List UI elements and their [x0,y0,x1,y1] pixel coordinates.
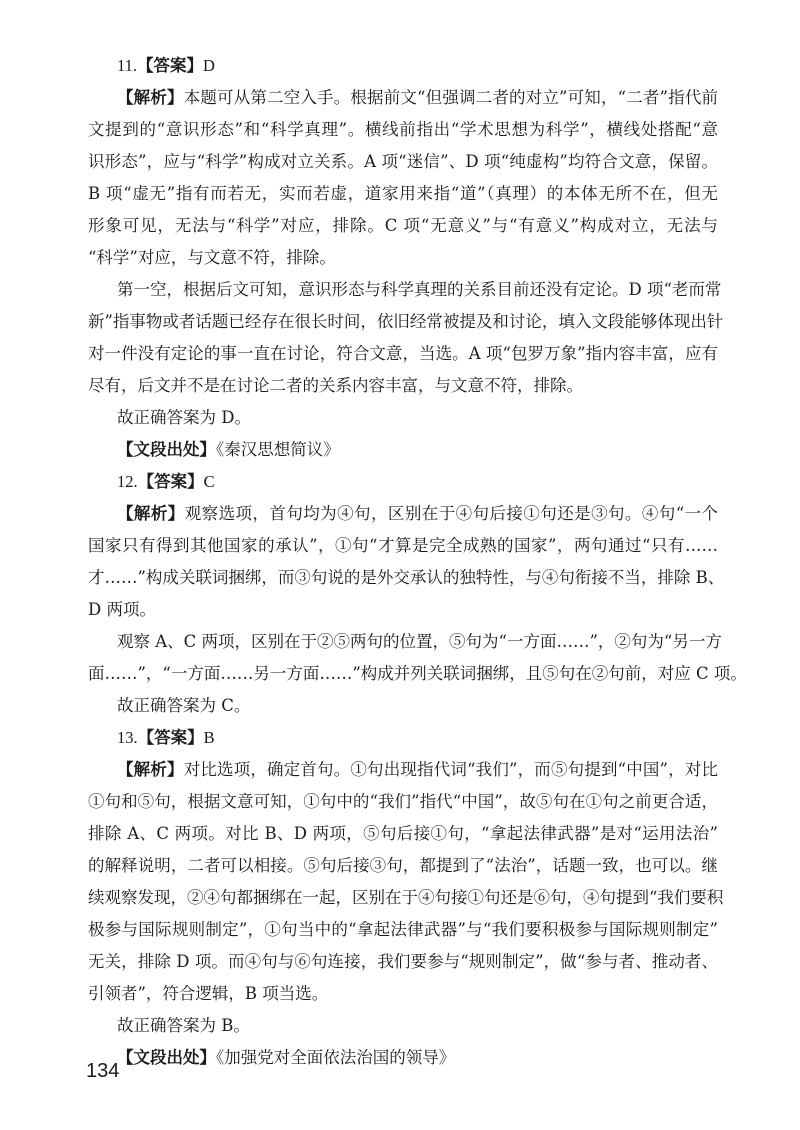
q13-source-label: 【文段出处】 [117,1048,216,1067]
q13-analysis-line [88,754,718,786]
q11-analysis-line: 形象可见，无法与“科学”对应，排除。C 项“无意义”与“有意义”构成对立，无法与 [88,216,718,235]
q13-analysis-line: 引领者”，符合逻辑，B 项当选。 [88,984,329,1003]
q12-answer-line [88,466,718,498]
q13-analysis-line: 的解释说明，二者可以相接。⑤句后接③句，都提到了“法治”，话题一致，也可以。继 [88,856,718,875]
q13-analysis-label: 【解析】 [117,760,184,779]
q11-analysis-line [88,82,718,114]
q12-analysis-line [88,498,718,530]
q13-analysis-line: 续观察发现，②④句都捆绑在一起，区别在于④句接①句还是⑥句，④句提到“我们要积 [88,888,724,907]
q12-analysis-line: D 两项。 [88,600,156,619]
q13-source-line [88,1042,718,1074]
q11-source-line [88,434,718,466]
q11-source-label: 【文段出处】 [117,440,216,459]
q13-answer: B [203,728,215,747]
q11-analysis-text: 本题可从第二空入手。根据前文“但强调二者的对立”可知，“二者”指代前 [183,88,719,107]
q12-analysis-text: 观察选项，首句均为④句，区别在于④句后接①句还是③句。④句“一个 [184,504,719,523]
q13-analysis-text: 对比选项，确定首句。①句出现指代词“我们”，而⑤句提到“中国”，对比 [183,760,719,779]
q13-analysis-line: 排除 A、C 两项。对比 B、D 两项，⑤句后接①句，“拿起法律武器”是对“运用法治” [88,824,718,843]
q12-analysis-line: 才……”构成关联词捆绑，而③句说的是外交承认的独特性，与④句衔接不当，排除 B、 [88,568,725,587]
q11-analysis-line: B 项“虚无”指有而若无，实而若虚，道家用来指“道”（真理）的本体无所不在，但无 [88,184,718,203]
q11-number: 11. [117,56,138,75]
q12-analysis-line: 面……”，“一方面……另一方面……”构成并列关联词捆绑，且⑤句在②句前，对应 C 项。 [88,664,747,683]
q12-number: 12. [117,472,138,491]
q13-analysis-line: 极参与国际规则制定”，①句当中的“拿起法律武器”与“我们要积极参与国际规则制定” [88,920,718,939]
q11-answer-line [88,50,718,82]
q11-analysis-line: 尽有，后文并不是在讨论二者的关系内容丰富，与文意不符，排除。 [88,376,583,395]
q11-analysis-line: 对一件没有定论的事一直在讨论，符合文意，当选。A 项“包罗万象”指内容丰富，应有 [88,344,718,363]
q11-conclusion: 故正确答案为 D。 [117,408,251,427]
page-content [88,50,747,1074]
q12-analysis-line: 观察 A、C 两项，区别在于②⑤两句的位置，⑤句为“一方面……”，②句为“另一方 [117,632,722,651]
q12-analysis-line: 国家只有得到其他国家的承认”，①句“才算是完全成熟的国家”，两句通过“只有…… [88,536,718,555]
q11-source: 《秦汉思想简议》 [216,440,340,459]
q11-analysis-line: 第一空，根据后文可知，意识形态与科学真理的关系目前还没有定论。D 项“老而常 [117,280,722,299]
q12-analysis-label: 【解析】 [117,504,185,523]
q13-answer-line [88,722,718,754]
q13-analysis-line: ①句和⑤句，根据文意可知，①句中的“我们”指代“中国”，故⑤句在①句之前更合适， [88,792,718,811]
q12-conclusion: 故正确答案为 C。 [117,696,251,715]
q11-analysis-line: 识形态”，应与“科学”构成对立关系。A 项“迷信”、D 项“纯虚构”均符合文意，保留。 [88,152,718,171]
q13-analysis-line: 无关，排除 D 项。而④句与⑥句连接，我们要参与“规则制定”，做“参与者、推动者、 [88,952,718,971]
q13-answer-label: 【答案】 [137,728,204,747]
q11-analysis-line: “科学”对应，与文意不符，排除。 [88,248,336,267]
q13-source: 《加强党对全面依法治国的领导》 [216,1048,456,1067]
page-number: 134 [86,1060,120,1082]
q11-analysis-label: 【解析】 [117,88,184,107]
q11-analysis-line: 文提到的“意识形态”和“科学真理”。横线前指出“学术思想为科学”，横线处搭配“意 [88,120,718,139]
q11-answer-label: 【答案】 [137,56,204,75]
q11-answer: D [203,56,215,75]
q12-answer-label: 【答案】 [137,472,204,491]
q11-analysis-line: 新”指事物或者话题已经存在很长时间，依旧经常被提及和讨论，填入文段能够体现出针 [88,312,724,331]
q12-answer: C [203,472,215,491]
q13-number: 13. [117,728,138,747]
q13-conclusion: 故正确答案为 B。 [117,1016,250,1035]
